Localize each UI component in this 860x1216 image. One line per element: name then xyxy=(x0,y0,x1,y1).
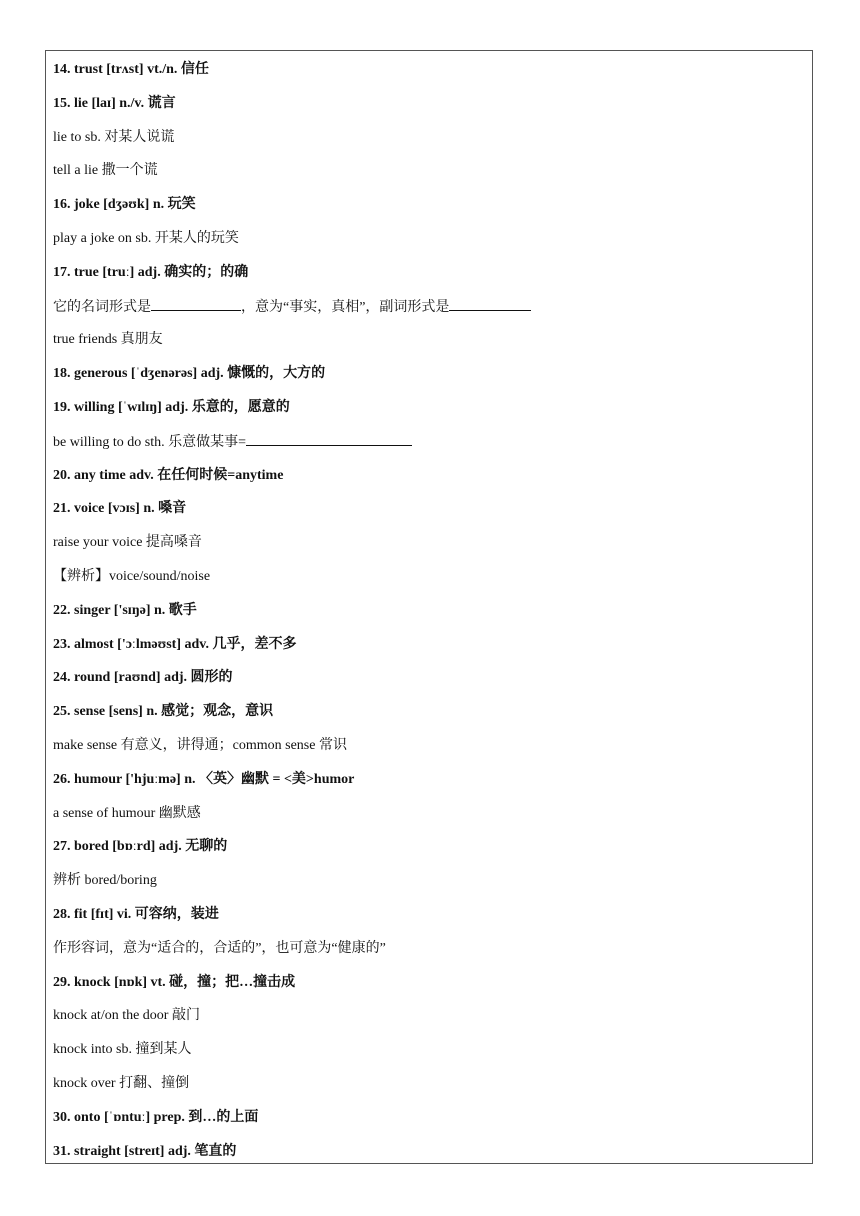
vocab-note xyxy=(53,734,803,768)
vocab-entry xyxy=(53,700,803,734)
vocab-entry xyxy=(53,362,803,396)
line-text: 作形容词，意为“适合的，合适的”，也可意为“健康的” xyxy=(53,940,386,956)
vocab-entry xyxy=(53,58,803,92)
vocab-note xyxy=(53,159,803,193)
fill-in-blank xyxy=(151,295,241,311)
vocab-note xyxy=(53,295,803,329)
line-text: 22. singer ['sɪŋə] n. 歌手 xyxy=(53,602,197,618)
vocab-note xyxy=(53,328,803,362)
line-text: make sense 有意义，讲得通；common sense 常识 xyxy=(53,737,347,753)
line-text: 30. onto [ˈɒntuː] prep. 到…的上面 xyxy=(53,1109,259,1125)
vocab-entry xyxy=(53,1106,803,1140)
vocab-note xyxy=(53,869,803,903)
fill-in-blank xyxy=(449,295,531,311)
vocab-entry xyxy=(53,193,803,227)
vocab-entry xyxy=(53,835,803,869)
vocab-entry xyxy=(53,971,803,1005)
line-text: 25. sense [sens] n. 感觉；观念，意识 xyxy=(53,704,274,720)
line-text: 辨析 bored/boring xyxy=(53,873,157,889)
line-text: 14. trust [trʌst] vt./n. 信任 xyxy=(53,62,209,77)
vocab-note xyxy=(53,1072,803,1106)
vocab-entry xyxy=(53,633,803,667)
line-text: knock into sb. 撞到某人 xyxy=(53,1042,192,1058)
line-text: 它的名词形式是 xyxy=(53,299,151,315)
vocab-note xyxy=(53,1038,803,1072)
line-text: a sense of humour 幽默感 xyxy=(53,805,201,821)
vocab-note xyxy=(53,227,803,261)
line-text: 16. joke [dʒəʊk] n. 玩笑 xyxy=(53,197,196,213)
line-text: 17. true [truː] adj. 确实的；的确 xyxy=(53,264,249,280)
vocab-entry xyxy=(53,464,803,498)
line-text: 【辨析】voice/sound/noise xyxy=(53,568,211,584)
vocab-entry xyxy=(53,768,803,802)
vocab-note xyxy=(53,565,803,599)
line-text: 26. humour ['hjuːmə] n. 〈英〉幽默 = <美>humor xyxy=(53,771,355,787)
vocab-entry xyxy=(53,261,803,295)
vocabulary-list xyxy=(53,58,803,1173)
vocab-note xyxy=(53,802,803,836)
vocab-entry xyxy=(53,1140,803,1174)
line-text: knock at/on the door 敲门 xyxy=(53,1008,200,1024)
line-text: 15. lie [laɪ] n./v. 谎言 xyxy=(53,95,176,111)
vocab-note xyxy=(53,531,803,565)
vocab-entry xyxy=(53,396,803,430)
line-text: true friends 真朋友 xyxy=(53,332,163,348)
vocab-entry xyxy=(53,903,803,937)
line-text: be willing to do sth. 乐意做某事= xyxy=(53,434,247,450)
line-text: 29. knock [nɒk] vt. 碰，撞；把…撞击成 xyxy=(53,974,296,990)
line-text: lie to sb. 对某人说谎 xyxy=(53,129,175,145)
vocab-entry xyxy=(53,497,803,531)
vocab-entry xyxy=(53,599,803,633)
fill-in-blank xyxy=(246,430,412,446)
line-text: play a joke on sb. 开某人的玩笑 xyxy=(53,230,239,246)
vocab-entry xyxy=(53,666,803,700)
line-text: 21. voice [vɔɪs] n. 嗓音 xyxy=(53,501,187,517)
vocab-note xyxy=(53,1004,803,1038)
line-text: 20. any time adv. 在任何时候=anytime xyxy=(53,467,284,483)
vocab-note xyxy=(53,937,803,971)
line-text: 27. bored [bɒːrd] adj. 无聊的 xyxy=(53,839,228,855)
line-text: 23. almost ['ɔːlməʊst] adv. 几乎，差不多 xyxy=(53,636,297,652)
vocab-entry xyxy=(53,92,803,126)
line-text: 24. round [raʊnd] adj. 圆形的 xyxy=(53,670,233,686)
line-text: 31. straight [streɪt] adj. 笔直的 xyxy=(53,1143,237,1159)
line-text: 18. generous [ˈdʒenərəs] adj. 慷慨的，大方的 xyxy=(53,366,326,382)
line-text-middle: ，意为“事实，真相”，副词形式是 xyxy=(241,299,450,315)
line-text: 19. willing [ˈwɪlɪŋ] adj. 乐意的，愿意的 xyxy=(53,399,290,415)
line-text: 28. fit [fɪt] vi. 可容纳，装进 xyxy=(53,906,219,922)
vocab-note xyxy=(53,430,803,464)
line-text: raise your voice 提高嗓音 xyxy=(53,535,202,551)
vocab-note xyxy=(53,126,803,160)
line-text: knock over 打翻、撞倒 xyxy=(53,1075,190,1091)
line-text: tell a lie 撒一个谎 xyxy=(53,163,158,179)
